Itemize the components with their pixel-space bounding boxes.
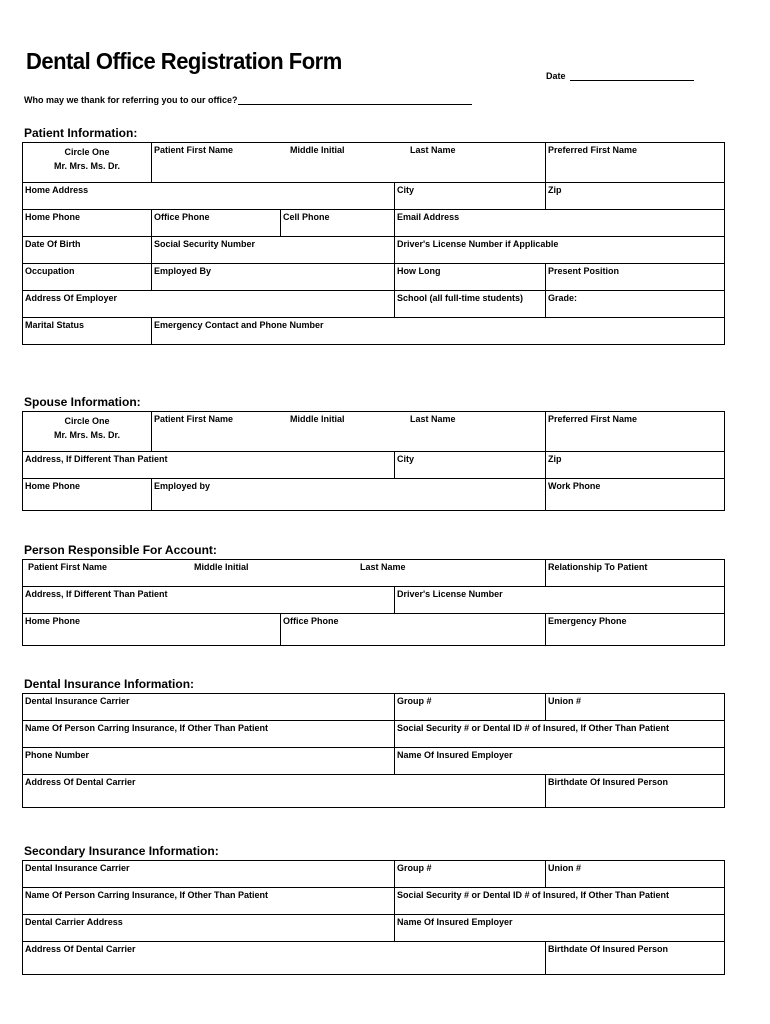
insurance-carrier-address-label: Address Of Dental Carrier bbox=[25, 777, 136, 787]
patient-dob-cell[interactable] bbox=[23, 237, 152, 264]
spouse-name-cell[interactable] bbox=[152, 412, 546, 452]
insurance-ssn-cell[interactable] bbox=[395, 721, 725, 748]
spouse-address-cell[interactable] bbox=[23, 452, 395, 479]
patient-info-table bbox=[22, 142, 725, 345]
responsible-section-title: Person Responsible For Account: bbox=[24, 543, 217, 557]
secondary-carrier-cell[interactable] bbox=[23, 861, 395, 888]
patient-employed-by-cell[interactable] bbox=[152, 264, 395, 291]
secondary-birthdate-label: Birthdate Of Insured Person bbox=[548, 944, 669, 954]
responsible-emergency-phone-label: Emergency Phone bbox=[548, 616, 627, 626]
insurance-birthdate-label: Birthdate Of Insured Person bbox=[548, 777, 669, 787]
secondary-carrier-label: Dental Insurance Carrier bbox=[25, 863, 130, 873]
insurance-union-label: Union # bbox=[548, 696, 581, 706]
spouse-first-name-label: Patient First Name bbox=[154, 414, 234, 424]
date-line bbox=[570, 71, 694, 81]
spouse-circle-one-label: Circle One bbox=[64, 416, 110, 426]
secondary-person-carrying-label: Name Of Person Carring Insurance, If Other Than Patient bbox=[25, 890, 269, 900]
patient-office-phone-label: Office Phone bbox=[154, 212, 210, 222]
patient-titles-options: Mr. Mrs. Ms. Dr. bbox=[53, 161, 121, 171]
spouse-employed-by-cell[interactable] bbox=[152, 479, 546, 511]
patient-school-cell[interactable] bbox=[395, 291, 546, 318]
patient-license-label: Driver's License Number if Applicable bbox=[397, 239, 559, 249]
spouse-home-phone-label: Home Phone bbox=[25, 481, 81, 491]
insurance-ssn-label: Social Security # or Dental ID # of Insured, If Other Than Patient bbox=[397, 723, 670, 733]
patient-occupation-cell[interactable] bbox=[23, 264, 152, 291]
spouse-preferred-name-label: Preferred First Name bbox=[548, 414, 638, 424]
patient-middle-initial-label: Middle Initial bbox=[290, 145, 345, 155]
date-label: Date bbox=[546, 71, 566, 81]
secondary-section-title: Secondary Insurance Information: bbox=[24, 844, 219, 858]
patient-preferred-name-cell[interactable] bbox=[546, 143, 725, 183]
patient-emergency-contact-label: Emergency Contact and Phone Number bbox=[154, 320, 324, 330]
patient-employer-address-label: Address Of Employer bbox=[25, 293, 118, 303]
secondary-ssn-label: Social Security # or Dental ID # of Insured, If Other Than Patient bbox=[397, 890, 670, 900]
responsible-home-phone-label: Home Phone bbox=[25, 616, 81, 626]
insurance-section-title: Dental Insurance Information: bbox=[24, 677, 195, 691]
patient-position-cell[interactable] bbox=[546, 264, 725, 291]
spouse-work-phone-label: Work Phone bbox=[548, 481, 601, 491]
patient-home-address-cell[interactable] bbox=[23, 183, 395, 210]
responsible-office-phone-cell[interactable] bbox=[281, 614, 546, 646]
patient-home-phone-label: Home Phone bbox=[25, 212, 81, 222]
secondary-info-table bbox=[22, 860, 725, 975]
responsible-first-name-label: Patient First Name bbox=[28, 562, 108, 572]
spouse-last-name-label: Last Name bbox=[410, 414, 456, 424]
insurance-birthdate-cell[interactable] bbox=[546, 775, 725, 808]
patient-how-long-label: How Long bbox=[397, 266, 441, 276]
spouse-titles-options: Mr. Mrs. Ms. Dr. bbox=[53, 430, 121, 440]
secondary-employer-label: Name Of Insured Employer bbox=[397, 917, 513, 927]
spouse-work-phone-cell[interactable] bbox=[546, 479, 725, 511]
patient-home-address-label: Home Address bbox=[25, 185, 89, 195]
spouse-city-cell[interactable] bbox=[395, 452, 546, 479]
patient-title-cell[interactable] bbox=[23, 143, 152, 183]
responsible-info-table bbox=[22, 559, 725, 646]
referral-line bbox=[238, 95, 472, 105]
patient-section-title: Patient Information: bbox=[24, 126, 138, 140]
referral-question: Who may we thank for referring you to our office? bbox=[24, 95, 238, 105]
responsible-license-label: Driver's License Number bbox=[397, 589, 503, 599]
secondary-dental-carrier-address-cell[interactable] bbox=[23, 915, 395, 942]
responsible-relationship-cell[interactable] bbox=[546, 560, 725, 587]
secondary-person-carrying-cell[interactable] bbox=[23, 888, 395, 915]
secondary-birthdate-cell[interactable] bbox=[546, 942, 725, 975]
insurance-group-cell[interactable] bbox=[395, 694, 546, 721]
patient-first-name-label: Patient First Name bbox=[154, 145, 234, 155]
patient-email-cell[interactable] bbox=[395, 210, 725, 237]
insurance-phone-label: Phone Number bbox=[25, 750, 90, 760]
insurance-person-carrying-label: Name Of Person Carring Insurance, If Other Than Patient bbox=[25, 723, 269, 733]
patient-city-cell[interactable] bbox=[395, 183, 546, 210]
responsible-license-cell[interactable] bbox=[395, 587, 725, 614]
spouse-middle-initial-label: Middle Initial bbox=[290, 414, 345, 424]
responsible-address-cell[interactable] bbox=[23, 587, 395, 614]
patient-name-cell[interactable] bbox=[152, 143, 546, 183]
patient-circle-one-label: Circle One bbox=[64, 147, 110, 157]
insurance-person-carrying-cell[interactable] bbox=[23, 721, 395, 748]
insurance-phone-cell[interactable] bbox=[23, 748, 395, 775]
patient-ssn-cell[interactable] bbox=[152, 237, 395, 264]
secondary-carrier-address-cell[interactable] bbox=[23, 942, 546, 975]
patient-zip-label: Zip bbox=[548, 185, 562, 195]
spouse-section-title: Spouse Information: bbox=[24, 395, 141, 409]
responsible-office-phone-label: Office Phone bbox=[283, 616, 339, 626]
insurance-info-table bbox=[22, 693, 725, 808]
referral-field[interactable] bbox=[24, 95, 472, 105]
patient-marital-status-cell[interactable] bbox=[23, 318, 152, 345]
spouse-info-table bbox=[22, 411, 725, 511]
patient-grade-cell[interactable] bbox=[546, 291, 725, 318]
responsible-emergency-phone-cell[interactable] bbox=[546, 614, 725, 646]
patient-dob-label: Date Of Birth bbox=[25, 239, 81, 249]
patient-license-cell[interactable] bbox=[395, 237, 725, 264]
spouse-employed-by-label: Employed by bbox=[154, 481, 211, 491]
patient-home-phone-cell[interactable] bbox=[23, 210, 152, 237]
secondary-union-label: Union # bbox=[548, 863, 581, 873]
responsible-name-cell[interactable] bbox=[23, 560, 546, 587]
patient-grade-label: Grade: bbox=[548, 293, 578, 303]
secondary-employer-cell[interactable] bbox=[395, 915, 725, 942]
patient-school-label: School (all full-time students) bbox=[397, 293, 524, 303]
patient-office-phone-cell[interactable] bbox=[152, 210, 281, 237]
insurance-employer-cell[interactable] bbox=[395, 748, 725, 775]
date-field[interactable] bbox=[546, 71, 694, 81]
insurance-employer-label: Name Of Insured Employer bbox=[397, 750, 513, 760]
secondary-group-cell[interactable] bbox=[395, 861, 546, 888]
responsible-last-name-label: Last Name bbox=[360, 562, 406, 572]
spouse-preferred-name-cell[interactable] bbox=[546, 412, 725, 452]
patient-preferred-name-label: Preferred First Name bbox=[548, 145, 638, 155]
spouse-zip-cell[interactable] bbox=[546, 452, 725, 479]
insurance-carrier-label: Dental Insurance Carrier bbox=[25, 696, 130, 706]
patient-email-label: Email Address bbox=[397, 212, 460, 222]
insurance-union-cell[interactable] bbox=[546, 694, 725, 721]
insurance-carrier-address-cell[interactable] bbox=[23, 775, 546, 808]
secondary-carrier-address-label: Address Of Dental Carrier bbox=[25, 944, 136, 954]
responsible-address-label: Address, If Different Than Patient bbox=[25, 589, 168, 599]
secondary-dental-carrier-address-label: Dental Carrier Address bbox=[25, 917, 123, 927]
patient-marital-status-label: Marital Status bbox=[25, 320, 85, 330]
patient-zip-cell[interactable] bbox=[546, 183, 725, 210]
page-title: Dental Office Registration Form bbox=[26, 48, 342, 75]
patient-how-long-cell[interactable] bbox=[395, 264, 546, 291]
responsible-middle-initial-label: Middle Initial bbox=[194, 562, 249, 572]
responsible-home-phone-cell[interactable] bbox=[23, 614, 281, 646]
patient-ssn-label: Social Security Number bbox=[154, 239, 256, 249]
patient-cell-phone-cell[interactable] bbox=[281, 210, 395, 237]
patient-employed-by-label: Employed By bbox=[154, 266, 212, 276]
spouse-address-label: Address, If Different Than Patient bbox=[25, 454, 168, 464]
secondary-ssn-cell[interactable] bbox=[395, 888, 725, 915]
patient-position-label: Present Position bbox=[548, 266, 620, 276]
insurance-group-label: Group # bbox=[397, 696, 432, 706]
insurance-carrier-cell[interactable] bbox=[23, 694, 395, 721]
responsible-relationship-label: Relationship To Patient bbox=[548, 562, 648, 572]
patient-employer-address-cell[interactable] bbox=[23, 291, 395, 318]
spouse-city-label: City bbox=[397, 454, 415, 464]
patient-last-name-label: Last Name bbox=[410, 145, 456, 155]
spouse-zip-label: Zip bbox=[548, 454, 562, 464]
secondary-group-label: Group # bbox=[397, 863, 432, 873]
patient-occupation-label: Occupation bbox=[25, 266, 75, 276]
secondary-union-cell[interactable] bbox=[546, 861, 725, 888]
patient-cell-phone-label: Cell Phone bbox=[283, 212, 330, 222]
spouse-title-cell[interactable] bbox=[23, 412, 152, 452]
patient-emergency-contact-cell[interactable] bbox=[152, 318, 725, 345]
spouse-home-phone-cell[interactable] bbox=[23, 479, 152, 511]
patient-city-label: City bbox=[397, 185, 415, 195]
